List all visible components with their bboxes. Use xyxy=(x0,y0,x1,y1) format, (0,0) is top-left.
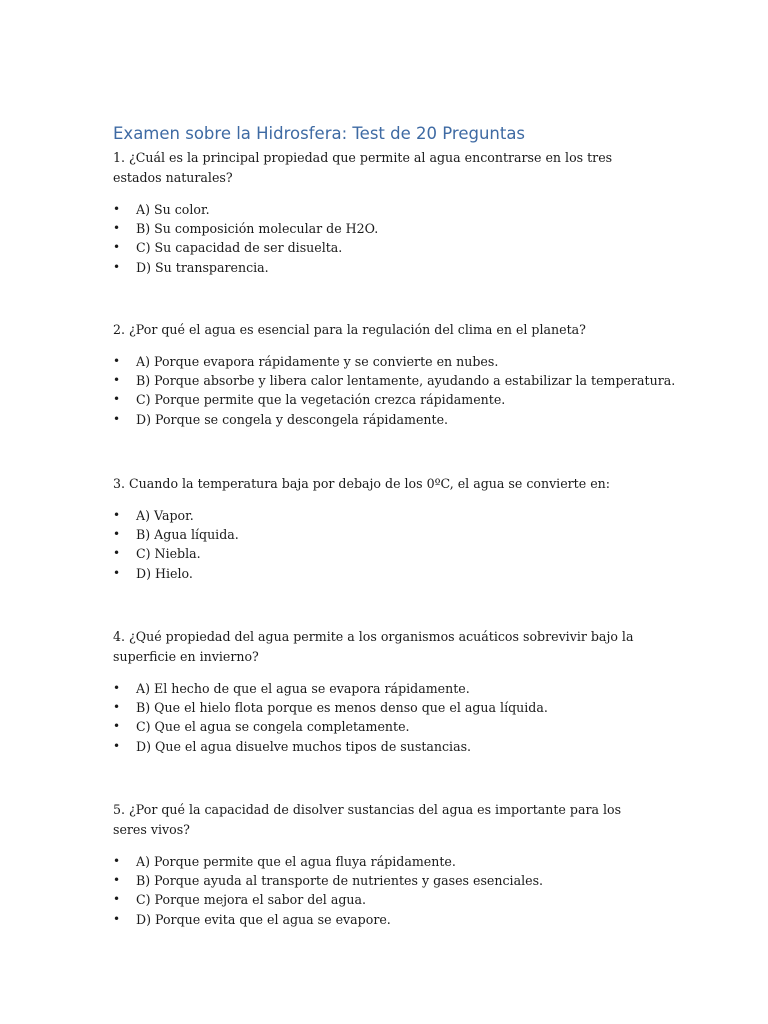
option-text: B) Su composición molecular de H2O. xyxy=(136,221,379,237)
question-text: 1. ¿Cuál es la principal propiedad que permite al agua encontrarse en los tres estados naturales? xyxy=(113,150,613,185)
bullet-icon: • xyxy=(113,373,121,388)
bullet-icon: • xyxy=(113,700,121,715)
option-text: A) Porque permite que el agua fluya rápidamente. xyxy=(136,854,456,869)
question-text: 5. ¿Por qué la capacidad de disolver sustancias del agua es importante para los seres vivos? xyxy=(113,802,622,837)
bullet-icon: • xyxy=(113,892,121,907)
question-5 xyxy=(113,800,658,929)
bullet-icon: • xyxy=(113,854,121,868)
option-item xyxy=(113,544,658,563)
option-item xyxy=(113,910,658,929)
question-3 xyxy=(113,474,658,583)
option-item xyxy=(113,219,658,238)
bullet-icon: • xyxy=(113,354,121,368)
question-2 xyxy=(113,320,676,429)
bullet-icon: • xyxy=(113,681,121,695)
option-text: A) Su color. xyxy=(136,202,210,217)
option-item xyxy=(113,717,658,736)
bullet-icon: • xyxy=(113,873,121,888)
option-list xyxy=(113,506,658,583)
option-text: C) Niebla. xyxy=(136,546,201,562)
option-item xyxy=(113,371,676,390)
option-item xyxy=(113,258,658,277)
option-item xyxy=(113,506,658,525)
option-text: D) Hielo. xyxy=(136,565,193,581)
bullet-icon: • xyxy=(113,259,121,274)
option-item xyxy=(113,890,658,909)
bullet-icon: • xyxy=(113,911,121,926)
option-item xyxy=(113,200,658,219)
option-item xyxy=(113,852,658,871)
option-item xyxy=(113,871,658,890)
bullet-icon: • xyxy=(113,240,121,255)
option-text: B) Porque absorbe y libera calor lentamente, ayudando a estabilizar la temperatura. xyxy=(136,373,676,389)
option-text: A) Porque evapora rápidamente y se convierte en nubes. xyxy=(136,354,499,369)
option-text: D) Que el agua disuelve muchos tipos de sustancias. xyxy=(136,738,472,754)
question-4 xyxy=(113,627,658,756)
bullet-icon: • xyxy=(113,508,121,522)
option-text: B) Agua líquida. xyxy=(136,527,239,543)
bullet-icon: • xyxy=(113,719,121,734)
option-item xyxy=(113,410,658,429)
option-list xyxy=(113,679,658,756)
question-text: 2. ¿Por qué el agua es esencial para la regulación del clima en el planeta? xyxy=(113,322,586,337)
option-item xyxy=(113,564,658,583)
option-item xyxy=(113,238,658,257)
option-text: A) Vapor. xyxy=(136,508,194,523)
option-text: C) Porque mejora el sabor del agua. xyxy=(136,892,367,908)
option-item xyxy=(113,525,658,544)
bullet-icon: • xyxy=(113,546,121,561)
bullet-icon: • xyxy=(113,738,121,753)
bullet-icon: • xyxy=(113,527,121,542)
bullet-icon: • xyxy=(113,202,121,216)
option-text: C) Que el agua se congela completamente. xyxy=(136,719,410,735)
question-1 xyxy=(113,148,658,277)
bullet-icon: • xyxy=(113,411,121,426)
option-item xyxy=(113,352,658,371)
option-item xyxy=(113,737,658,756)
option-text: B) Que el hielo flota porque es menos denso que el agua líquida. xyxy=(136,700,548,716)
option-item xyxy=(113,679,658,698)
option-list xyxy=(113,352,676,429)
option-text: D) Porque se congela y descongela rápidamente. xyxy=(136,411,449,427)
option-text: D) Su transparencia. xyxy=(136,259,269,275)
option-list xyxy=(113,852,658,929)
bullet-icon: • xyxy=(113,565,121,580)
option-text: C) Su capacidad de ser disuelta. xyxy=(136,240,343,256)
question-text: 4. ¿Qué propiedad del agua permite a los organismos acuáticos sobrevivir bajo la superficie en invierno? xyxy=(113,629,634,664)
option-text: C) Porque permite que la vegetación crezca rápidamente. xyxy=(136,392,506,408)
bullet-icon: • xyxy=(113,392,121,407)
option-text: B) Porque ayuda al transporte de nutrientes y gases esenciales. xyxy=(136,873,544,889)
document-title: Examen sobre la Hidrosfera: Test de 20 Preguntas xyxy=(113,124,526,143)
option-item xyxy=(113,698,658,717)
option-text: D) Porque evita que el agua se evapore. xyxy=(136,911,391,927)
question-text: 3. Cuando la temperatura baja por debajo de los 0ºC, el agua se convierte en: xyxy=(113,476,611,491)
bullet-icon: • xyxy=(113,221,121,236)
option-text: A) El hecho de que el agua se evapora rápidamente. xyxy=(136,681,470,696)
option-item xyxy=(113,390,658,409)
option-list xyxy=(113,200,658,277)
